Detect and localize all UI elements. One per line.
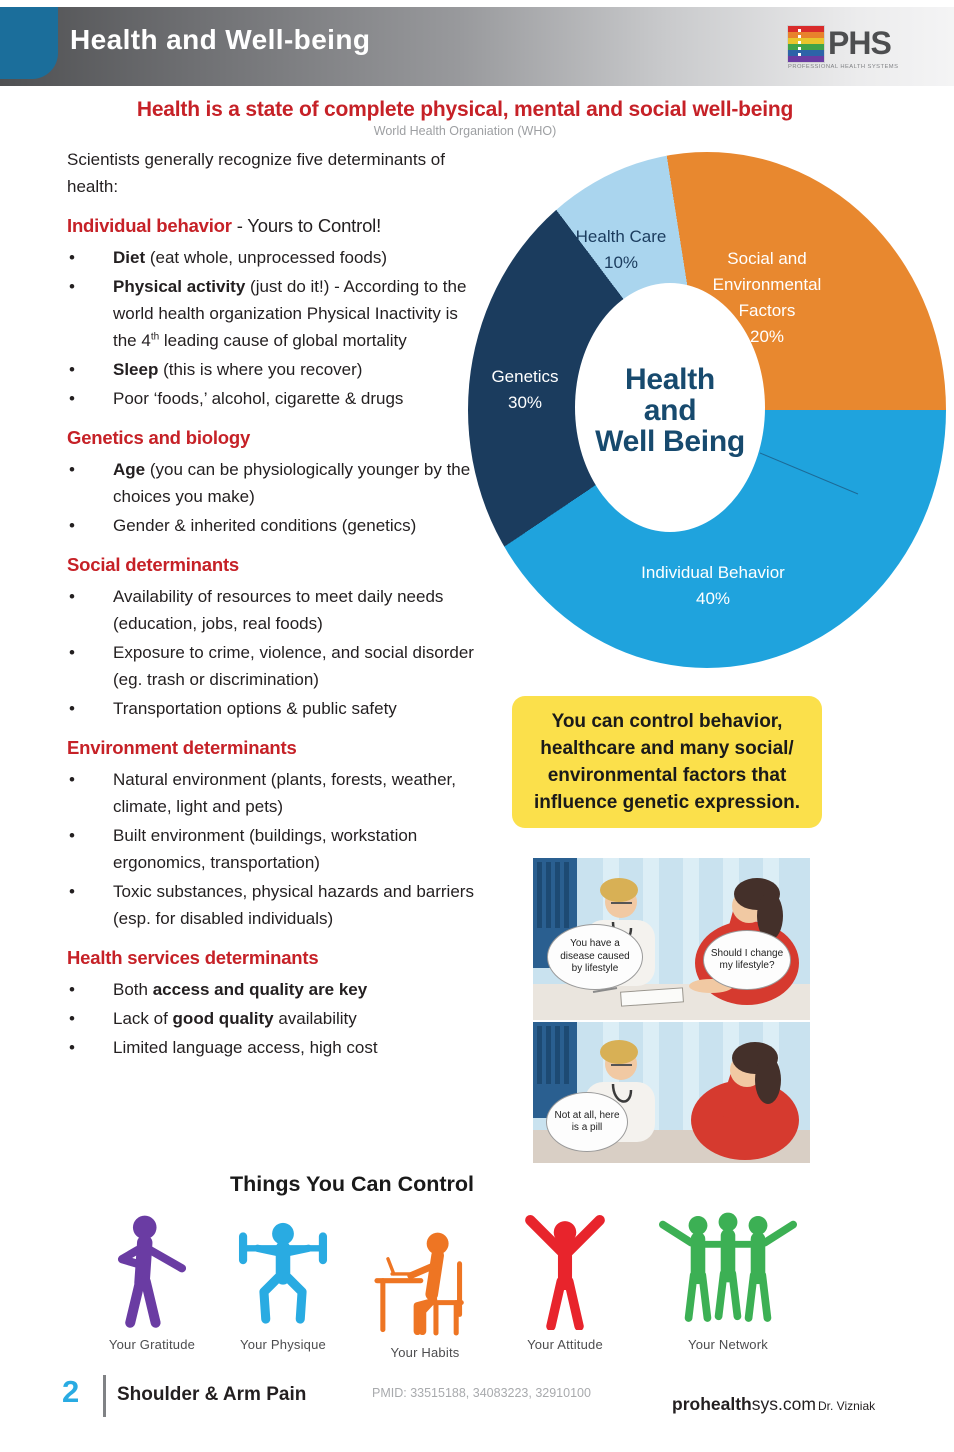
list-item: • Gender & inherited conditions (genetics)	[67, 512, 477, 539]
figure-habits	[360, 1220, 490, 1360]
phs-logo-tagline: PROFESSIONAL HEALTH SYSTEMS	[788, 64, 899, 70]
website-link[interactable]: prohealthsys.com	[672, 1394, 816, 1414]
figure-label: Your Gratitude	[108, 1337, 196, 1352]
phs-logo-abbr: PHS	[828, 25, 891, 61]
figure-gratitude	[92, 1212, 212, 1352]
slice-label-individual-behavior: Individual Behavior 40%	[641, 563, 785, 608]
figure-attitude	[505, 1208, 625, 1352]
bullet-list	[67, 976, 477, 1061]
section-heading-environment: Environment determinants	[67, 737, 297, 758]
speech-bubble-patient: Should I change my lifestyle?	[703, 930, 791, 990]
bullet-list	[67, 583, 477, 722]
chapter-title: Shoulder & Arm Pain	[117, 1384, 307, 1405]
list-item: • Limited language access, high cost	[67, 1034, 477, 1061]
headline-text: Health is a state of complete physical, mental and social well-being	[136, 98, 794, 121]
figure-physique	[223, 1212, 343, 1352]
slice-label-genetics: Genetics 30%	[491, 367, 559, 412]
headline-attribution: World Health Organiation (WHO)	[373, 124, 557, 138]
slice-label-social-environmental: Social and Environmental Factors 20%	[712, 249, 822, 346]
list-item: • Lack of good quality availability	[67, 1005, 477, 1032]
list-item: • Availability of resources to meet daily needs (education, jobs, real foods)	[67, 583, 477, 637]
physique-icon	[223, 1212, 343, 1330]
section-heading-individual-behavior: Individual behavior - Yours to Control!	[67, 215, 382, 236]
speech-bubble-doctor-bottom: Not at all, here is a pill	[546, 1092, 628, 1152]
page-number: 2	[62, 1374, 80, 1409]
health-donut-chart	[468, 152, 946, 668]
section-heading-social: Social determinants	[67, 554, 240, 575]
callout-text: You can control behavior, healthcare and many social/ environmental factors that influence genetic expression.	[533, 711, 801, 813]
lifestyle-meme	[533, 858, 810, 1163]
determinants-column	[67, 146, 477, 1063]
author-name: Dr. Vizniak	[818, 1399, 876, 1413]
control-callout-box	[512, 696, 822, 828]
network-icon	[640, 1210, 816, 1330]
list-item: • Exposure to crime, violence, and social disorder (eg. trash or discrimination)	[67, 639, 477, 693]
list-item: • Natural environment (plants, forests, weather, climate, light and pets)	[67, 766, 477, 820]
intro-text: Scientists generally recognize five determinants of health:	[67, 150, 445, 196]
list-item: • Poor ‘foods,’ alcohol, cigarette & drugs	[67, 385, 477, 412]
control-figures-row	[0, 1204, 954, 1364]
list-item: • Transportation options & public safety	[67, 695, 477, 722]
habits-icon	[363, 1220, 487, 1338]
phs-logo	[788, 26, 908, 70]
bullet-list	[67, 766, 477, 932]
slice-label-health-care: Health Care 10%	[575, 227, 667, 272]
figure-network	[640, 1210, 816, 1352]
chart-center-title: Health and Well Being	[595, 363, 745, 458]
phs-logo-icon	[788, 26, 824, 62]
footer-divider	[103, 1375, 106, 1417]
speech-bubble-doctor-top: You have a disease caused by lifestyle	[547, 924, 643, 990]
pmid-references: PMID: 33515188, 34083223, 32910100	[372, 1386, 591, 1400]
figure-label: Your Habits	[390, 1345, 460, 1360]
header-blue-tab	[0, 7, 58, 79]
list-item: • Age (you can be physiologically younger by the choices you make)	[67, 456, 477, 510]
figure-label: Your Network	[688, 1337, 768, 1352]
list-item: • Sleep (this is where you recover)	[67, 356, 477, 383]
headline-block	[0, 98, 930, 138]
section-heading-genetics: Genetics and biology	[67, 427, 251, 448]
spine-graphic-icon	[798, 29, 801, 59]
figure-label: Your Physique	[240, 1337, 326, 1352]
list-item: • Toxic substances, physical hazards and barriers (esp. for disabled individuals)	[67, 878, 477, 932]
things-title: Things You Can Control	[229, 1172, 475, 1196]
list-item: • Built environment (buildings, workstation ergonomics, transportation)	[67, 822, 477, 876]
attitude-icon	[505, 1208, 625, 1330]
bullet-list	[67, 244, 477, 412]
page-title: Health and Well-being	[70, 24, 371, 55]
list-item: • Both access and quality are key	[67, 976, 477, 1003]
list-item: • Physical activity (just do it!) - According to the world health organization Physical Inactivity is the 4th leading cause of global mortality	[67, 273, 477, 354]
figure-label: Your Attitude	[527, 1337, 603, 1352]
section-heading-health-services: Health services determinants	[67, 947, 319, 968]
list-item: • Diet (eat whole, unprocessed foods)	[67, 244, 477, 271]
bullet-list	[67, 456, 477, 539]
gratitude-icon	[92, 1212, 212, 1330]
